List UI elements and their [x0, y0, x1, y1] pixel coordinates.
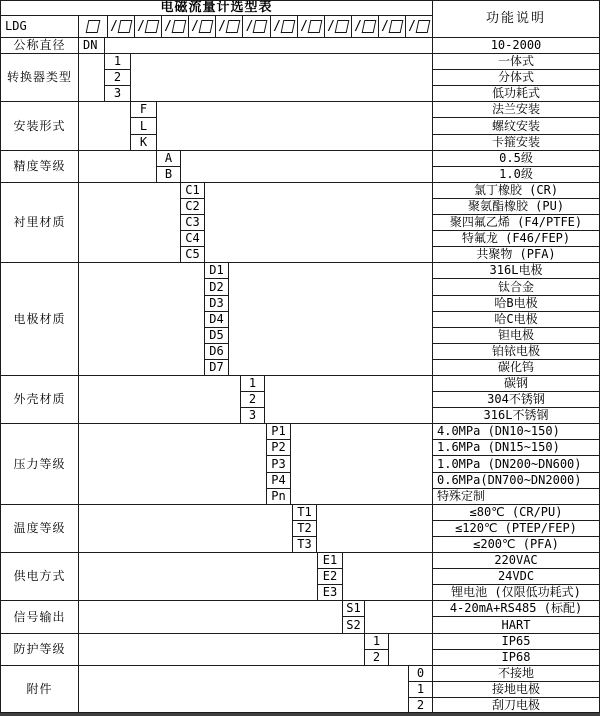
description-cell: 1.0MPa (DN200~DN600): [432, 455, 600, 473]
description-cell: 分体式: [432, 69, 600, 86]
description-cell: 碳钢: [432, 375, 600, 392]
code-cell: S2: [342, 616, 365, 634]
code-cell: Pn: [266, 488, 291, 505]
code-cell: 0: [408, 665, 433, 682]
description-cell: 氯丁橡胶 (CR): [432, 182, 600, 199]
description-cell: 接地电极: [432, 681, 600, 698]
code-cell: D5: [204, 327, 229, 344]
model-box-icon: [389, 20, 404, 33]
blank-cell: [78, 375, 241, 424]
code-cell: K: [130, 134, 157, 151]
description-cell: 特氟龙 (F46/FEP): [432, 230, 600, 247]
code-cell: D6: [204, 343, 229, 360]
description-cell: 钽电极: [432, 327, 600, 344]
blank-cell: [78, 665, 409, 713]
model-segment-cell: [270, 15, 298, 38]
blank-cell: [78, 262, 205, 376]
blank-cell: [156, 101, 433, 151]
description-cell: 共聚物 (PFA): [432, 246, 600, 263]
blank-cell: [78, 53, 105, 102]
blank-cell: [78, 101, 131, 151]
description-cell: 316L不锈钢: [432, 407, 600, 424]
code-cell: 1: [364, 633, 389, 650]
group-label: 附件: [0, 665, 79, 713]
code-cell: D2: [204, 278, 229, 296]
group-label: 信号输出: [0, 600, 79, 634]
model-segment-cell: [215, 15, 243, 38]
description-cell: 4.0MPa (DN10~150): [432, 423, 600, 440]
description-cell: 碳化钨: [432, 359, 600, 376]
code-cell: P4: [266, 472, 291, 489]
model-box-icon: [416, 20, 431, 33]
page-title: 电磁流量计选型表: [0, 0, 433, 16]
blank-cell: [78, 150, 157, 183]
slash-mark: /: [245, 18, 254, 34]
model-box-icon: [253, 20, 268, 33]
code-cell: P3: [266, 455, 291, 473]
code-cell: T1: [292, 504, 317, 521]
code-cell: 1: [104, 53, 131, 70]
model-segment-cell: [297, 15, 325, 38]
code-cell: 2: [408, 697, 433, 713]
code-cell: L: [130, 117, 157, 135]
model-box-icon: [335, 20, 350, 33]
description-cell: 哈C电极: [432, 311, 600, 328]
description-cell: 316L电极: [432, 262, 600, 279]
blank-cell: [78, 182, 181, 263]
slash-mark: /: [408, 18, 416, 34]
model-segment-cell: [324, 15, 352, 38]
description-cell: 一体式: [432, 53, 600, 70]
code-cell: 3: [104, 85, 131, 102]
code-cell: 1: [408, 681, 433, 698]
slash-mark: /: [191, 18, 199, 34]
slash-mark: /: [273, 18, 281, 34]
model-box-icon: [86, 20, 101, 33]
description-cell: ≤200℃ (PFA): [432, 536, 600, 553]
description-cell: 0.6MPa(DN700~DN2000): [432, 472, 600, 489]
group-label: 温度等级: [0, 504, 79, 553]
code-cell: A: [156, 150, 181, 167]
description-cell: ≤120℃ (PTEP/FEP): [432, 520, 600, 537]
description-cell: 不接地: [432, 665, 600, 682]
blank-cell: [78, 600, 343, 634]
description-cell: ≤80℃ (CR/PU): [432, 504, 600, 521]
model-segment-cell: [351, 15, 379, 38]
model-segment-cell: [242, 15, 271, 38]
model-segment-cell: [134, 15, 162, 38]
blank-cell: [316, 504, 433, 553]
description-cell: 特殊定制: [432, 488, 600, 505]
description-cell: 低功耗式: [432, 85, 600, 102]
description-cell: 1.0级: [432, 166, 600, 183]
code-cell: D1: [204, 262, 229, 279]
group-label: 供电方式: [0, 552, 79, 601]
model-segment-cell: [378, 15, 406, 38]
code-cell: E2: [317, 568, 343, 585]
code-cell: E1: [317, 552, 343, 569]
blank-cell: [364, 600, 433, 634]
group-label: 转换器类型: [0, 53, 79, 102]
blank-cell: [264, 375, 433, 424]
slash-mark: /: [381, 18, 389, 34]
model-box-icon: [199, 20, 214, 33]
model-prefix: LDG: [0, 15, 79, 38]
description-cell: 220VAC: [432, 552, 600, 569]
group-label: 压力等级: [0, 423, 79, 505]
blank-cell: [78, 423, 267, 505]
description-cell: 聚四氟乙烯 (F4/PTFE): [432, 214, 600, 231]
description-cell: 4-20mA+RS485 (标配): [432, 600, 600, 617]
code-cell: P1: [266, 423, 291, 440]
blank-cell: [228, 262, 433, 376]
description-cell: IP68: [432, 649, 600, 666]
code-cell: 2: [364, 649, 389, 666]
group-label: 外壳材质: [0, 375, 79, 424]
description-cell: 聚氨酯橡胶 (PU): [432, 198, 600, 215]
description-cell: 24VDC: [432, 568, 600, 585]
model-box-icon: [362, 20, 377, 33]
slash-mark: /: [327, 18, 335, 34]
slash-mark: /: [300, 18, 308, 34]
blank-cell: [388, 633, 433, 666]
code-cell: C2: [180, 198, 205, 215]
code-cell: C5: [180, 246, 205, 263]
description-cell: 螺纹安装: [432, 117, 600, 135]
code-cell: D4: [204, 311, 229, 328]
blank-cell: [78, 633, 365, 666]
code-cell: S1: [342, 600, 365, 617]
model-segment-cell: [188, 15, 216, 38]
model-box-icon: [145, 20, 160, 33]
description-cell: HART: [432, 616, 600, 634]
model-box-icon: [172, 20, 187, 33]
group-label: 电极材质: [0, 262, 79, 376]
group-label: 公称直径: [0, 37, 79, 54]
blank-cell: [78, 504, 293, 553]
code-cell: 2: [104, 69, 131, 86]
model-box-icon: [226, 20, 241, 33]
model-box-icon: [118, 20, 133, 33]
blank-cell: [180, 150, 433, 183]
model-lead-box-cell: [78, 15, 108, 38]
description-cell: 10-2000: [432, 37, 600, 54]
model-segment-cell: [161, 15, 189, 38]
slash-mark: /: [110, 18, 118, 34]
description-cell: 卡箍安装: [432, 134, 600, 151]
description-cell: 锂电池 (仅限低功耗式): [432, 584, 600, 601]
slash-mark: /: [354, 18, 362, 34]
description-cell: 0.5级: [432, 150, 600, 167]
model-segment-cell: [107, 15, 135, 38]
blank-cell: [290, 423, 433, 505]
group-label: 防护等级: [0, 633, 79, 666]
code-cell: E3: [317, 584, 343, 601]
model-box-icon: [308, 20, 323, 33]
code-cell: B: [156, 166, 181, 183]
blank-cell: [204, 182, 433, 263]
code-cell: 3: [240, 407, 265, 424]
blank-cell: [78, 552, 318, 601]
group-label: 安装形式: [0, 101, 79, 151]
model-box-icon: [281, 20, 296, 33]
description-cell: 钛合金: [432, 278, 600, 296]
code-cell: C1: [180, 182, 205, 199]
slash-mark: /: [218, 18, 226, 34]
code-cell: T2: [292, 520, 317, 537]
slash-mark: /: [137, 18, 145, 34]
code-cell: C3: [180, 214, 205, 231]
code-cell: F: [130, 101, 157, 118]
function-description-header: 功能说明: [432, 0, 600, 38]
description-cell: IP65: [432, 633, 600, 650]
code-cell: 1: [240, 375, 265, 392]
blank-cell: [130, 53, 433, 102]
model-segment-cell: [405, 15, 433, 38]
description-cell: 法兰安装: [432, 101, 600, 118]
code-cell: C4: [180, 230, 205, 247]
slash-mark: /: [164, 18, 172, 34]
code-cell: D7: [204, 359, 229, 376]
description-cell: 304不锈钢: [432, 391, 600, 408]
code-cell: D3: [204, 295, 229, 312]
description-cell: 1.6MPa (DN15~150): [432, 439, 600, 456]
code-cell: DN: [78, 37, 105, 54]
code-cell: P2: [266, 439, 291, 456]
description-cell: 铂铱电极: [432, 343, 600, 360]
code-cell: 2: [240, 391, 265, 408]
group-label: 精度等级: [0, 150, 79, 183]
blank-cell: [104, 37, 433, 54]
group-label: 衬里材质: [0, 182, 79, 263]
code-cell: T3: [292, 536, 317, 553]
description-cell: 哈B电极: [432, 295, 600, 312]
description-cell: 刮刀电极: [432, 697, 600, 713]
blank-cell: [342, 552, 433, 601]
